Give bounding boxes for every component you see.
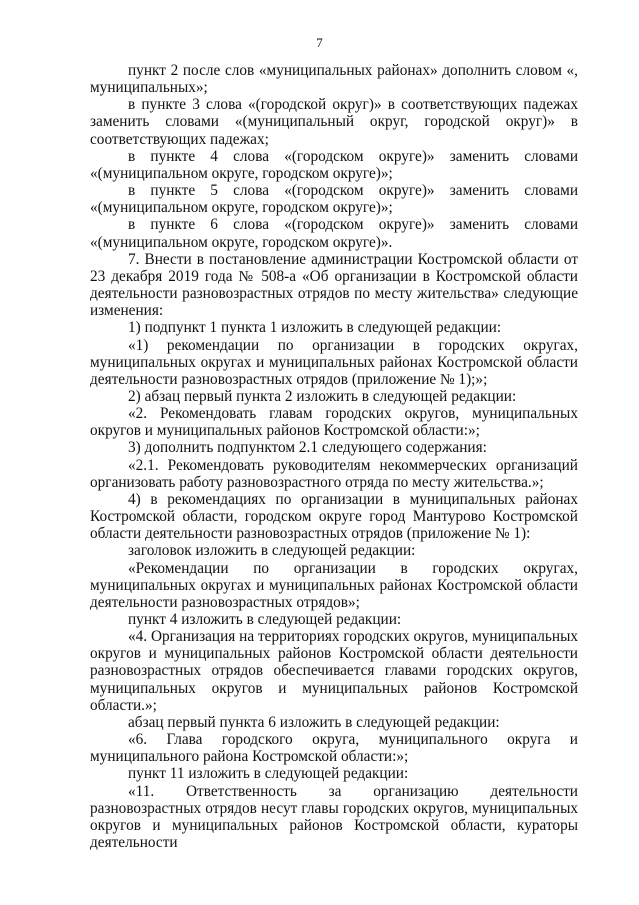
paragraph: абзац первый пункта 6 изложить в следующей редакции: [128, 713, 500, 731]
paragraph: 2) абзац первый пункта 2 изложить в следующей редакции: [128, 387, 517, 405]
paragraph: 7. Внести в постановление администрации Костромской области от 23 декабря 2019 года № 508-а «Об организации в Костромской области деятельности разновозрастных отрядов по месту жительства» следующие изменения: [90, 250, 578, 320]
paragraph: 3) дополнить подпунктом 2.1 следующего содержания: [128, 439, 487, 457]
paragraph: 4) в рекомендациях по организации в муниципальных районах Костромской области, городском округе город Мантурово Костромской области деятельности разновозрастных отрядов (приложение № 1): [90, 490, 578, 543]
paragraph: «2.1. Рекомендовать руководителям некоммерческих организаций организовать работу разновозрастного отряда по месту жительства.»; [90, 456, 578, 491]
paragraph: пункт 11 изложить в следующей редакции: [128, 765, 409, 783]
paragraph: «6. Глава городского округа, муниципального округа и муниципального района Костромской области:»; [90, 731, 578, 766]
paragraph: «Рекомендации по организации в городских округах, муниципальных округах и муниципальных районах Костромской области деятельности разновозрастных отрядов»; [90, 559, 578, 611]
paragraph: «11. Ответственность за организацию деятельности разновозрастных отрядов несут главы городских округов, муниципальных округов и муниципальных районов Костромской области, кураторы деятельности [90, 782, 578, 852]
document-body [90, 62, 578, 851]
page-number: 7 [316, 35, 323, 50]
paragraph: в пункте 5 слова «(городском округе)» заменить словами «(муниципальном округе, городском округе)»; [90, 182, 578, 217]
paragraph: пункт 2 после слов «муниципальных районах» дополнить словом «, муниципальных»; [90, 62, 578, 97]
paragraph: заголовок изложить в следующей редакции: [128, 542, 416, 560]
paragraph: «4. Организация на территориях городских округов, муниципальных округов и муниципальных районов Костромской области деятельности разновозрастных отрядов обеспечивается главами городских округов, муниципальных округов и муниципальных районов Костромской области.»; [90, 628, 578, 714]
paragraph: в пункте 3 слова «(городской округ)» в соответствующих падежах заменить словами «(муниципальный округ, городской округ)» в соответствующих падежах; [90, 96, 578, 148]
paragraph: «2. Рекомендовать главам городских округов, муниципальных округов и муниципальных районов Костромской области:»; [90, 405, 578, 440]
paragraph: в пункте 4 слова «(городском округе)» заменить словами «(муниципальном округе, городском округе)»; [90, 147, 578, 182]
paragraph: 1) подпункт 1 пункта 1 изложить в следующей редакции: [128, 319, 502, 337]
paragraph: «1) рекомендации по организации в городских округах, муниципальных округах и муниципальных районах Костромской области деятельности разновозрастных отрядов (приложение № 1);»; [90, 336, 578, 388]
paragraph: в пункте 6 слова «(городском округе)» заменить словами «(муниципальном округе, городском округе)». [90, 216, 578, 251]
paragraph: пункт 4 изложить в следующей редакции: [128, 611, 402, 628]
